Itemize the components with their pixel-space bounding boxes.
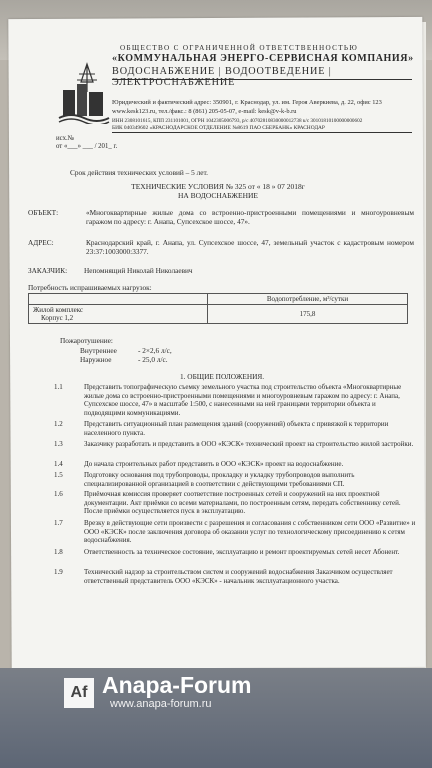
item-text: Технический надзор за строительством систем и сооружений водоснабжения Заказчиком осуществляет ответственный представитель ООО «КЭСК» - начальник эксплуатационного участка.	[84, 568, 393, 585]
item-text: До начала строительных работ представить в ООО «КЭСК» проект на водоснабжение.	[84, 460, 344, 468]
item-text: Врезку в действующие сети произвести с разрешения и согласования с собственником сети ООО «Развитие» и ООО «КЭСК» после заключения договора об оказании услуг по технологическому присоединению к сетям водоснабжения.	[84, 519, 416, 545]
object-label: ОБЪЕКТ:	[28, 208, 59, 217]
watermark-url: www.anapa-forum.ru	[110, 698, 212, 710]
company-bik: БИК 040349602 «КРАСНОДАРСКОЕ ОТДЕЛЕНИЕ №8619 ПАО СБЕРБАНК» КРАСНОДАР	[112, 125, 325, 131]
item-text: Ответственность за техническое состояние, эксплуатацию и ремонт проектируемых сетей несет Абонент.	[84, 548, 400, 556]
loads-column-header: Водопотребление, м³/сутки	[208, 294, 408, 305]
item-number: 1.9	[54, 568, 63, 576]
header-rule-bottom	[112, 132, 412, 133]
watermark-title: Anapa-Forum	[102, 672, 252, 698]
company-contacts: www.kesk123.ru, тел./факс.: 8 (861) 205-05-07, e-mail: kesk@v-k-b.ru	[112, 108, 297, 115]
fire-inner-label: Внутреннее	[80, 346, 117, 355]
document-subtitle: НА ВОДОСНАБЖЕНИЕ	[177, 191, 259, 200]
customer-label: ЗАКАЗЧИК:	[28, 266, 68, 275]
item-number: 1.3	[54, 440, 63, 448]
fire-outer-label: Наружное	[80, 355, 112, 364]
outgoing-date: от «___» ___ / 201_ г.	[56, 143, 118, 150]
header-rule	[112, 79, 412, 80]
fire-heading: Пожаротушение:	[60, 336, 113, 345]
item-text: Представить топографическую съемку земельного участка под строительство объекта «Многоквартирные жилые дома со встроенно-пристроенными помещениями и многоуровневым гаражом по адресу: г. Анапа, Супсехское шоссе, 47» в масштабе 1:500, с нанесенными на ней границами территории объекта и подводящими коммуникациями.	[84, 383, 402, 417]
loads-row-label-2: Корпус 1,2	[41, 314, 74, 322]
address-label: АДРЕС:	[28, 238, 54, 247]
item-text: Заказчику разработать и представить в ООО «КЭСК» технический проект на строительство жилой застройки.	[84, 440, 414, 448]
company-name: «КОММУНАЛЬНАЯ ЭНЕРГО-СЕРВИСНАЯ КОМПАНИЯ»	[112, 53, 414, 64]
item-text: Приёмочная комиссия проверяет соответствие построенных сетей и сооружений на них проектной документации. Акт приёмки со всеми материалами, по построенным сетям, передать собственнику сетей. После приёмки осуществляется пуск в эксплуатацию.	[84, 490, 401, 516]
item-number: 1.6	[54, 490, 63, 498]
loads-heading: Потребность испрашиваемых нагрузок:	[28, 283, 152, 292]
org-form-line: ОБЩЕСТВО С ОГРАНИЧЕННОЙ ОТВЕТСТВЕННОСТЬЮ	[120, 44, 359, 52]
item-number: 1.8	[54, 548, 63, 556]
fire-inner-value: - 2×2,6 л/с,	[138, 346, 172, 355]
item-text: Подготовку основания под трубопроводы, прокладку и укладку трубопроводов выполнить специализированной организацией в соответствии с действующими требованиями СП.	[84, 471, 355, 488]
outgoing-number: исх.№	[56, 135, 75, 142]
item-number: 1.2	[54, 420, 63, 428]
customer-name: Непомнящий Николай Николаевич	[84, 266, 193, 275]
loads-row-label-1: Жилой комплекс	[33, 306, 84, 314]
item-number: 1.4	[54, 460, 63, 468]
address-text: Краснодарский край, г. Анапа, ул. Супсехское шоссе, 47, земельный участок с кадастровым номером 23:37:1003000:3377.	[86, 238, 414, 256]
item-number: 1.1	[54, 383, 63, 391]
document-title: ТЕХНИЧЕСКИЕ УСЛОВИЯ № 325 от « 18 » 07 2018г	[131, 182, 305, 191]
item-number: 1.5	[54, 471, 63, 479]
company-inn: ИНН 2308101615, КПП 231101001, ОГРН 1042305006793, р/с 40702810830000012738 к/с 30101810100000000602	[112, 118, 363, 124]
item-number: 1.7	[54, 519, 63, 527]
validity-note: Срок действия технических условий – 5 лет.	[70, 168, 208, 177]
company-address: Юридический и фактический адрес: 350901, г. Краснодар, ул. им. Героя Аверкиева, д. 22, офис 123	[112, 99, 382, 106]
fire-outer-value: - 25,0 л/с.	[138, 355, 168, 364]
item-text: Представить ситуационный план размещения зданий (сооружений) объекта с привязкой к территории населенного пункта.	[84, 420, 389, 437]
loads-header-empty	[29, 294, 208, 305]
section-1-title: 1. ОБЩИЕ ПОЛОЖЕНИЯ.	[180, 372, 265, 381]
loads-table	[28, 293, 408, 324]
company-logo-icon	[57, 62, 111, 124]
object-text: «Многоквартирные жилые дома со встроенно-пристроенными помещениями и многоуровневым гаражом по адресу: г. Анапа, Супсехское шоссе, 47».	[86, 208, 414, 226]
loads-row-label	[29, 305, 208, 324]
loads-row-value: 175,8	[208, 305, 408, 324]
services-line: ВОДОСНАБЖЕНИЕ | ВОДООТВЕДЕНИЕ | ЭЛЕКТРОСНАБЖЕНИЕ	[112, 66, 332, 88]
watermark-logo-icon: Af	[64, 678, 94, 708]
